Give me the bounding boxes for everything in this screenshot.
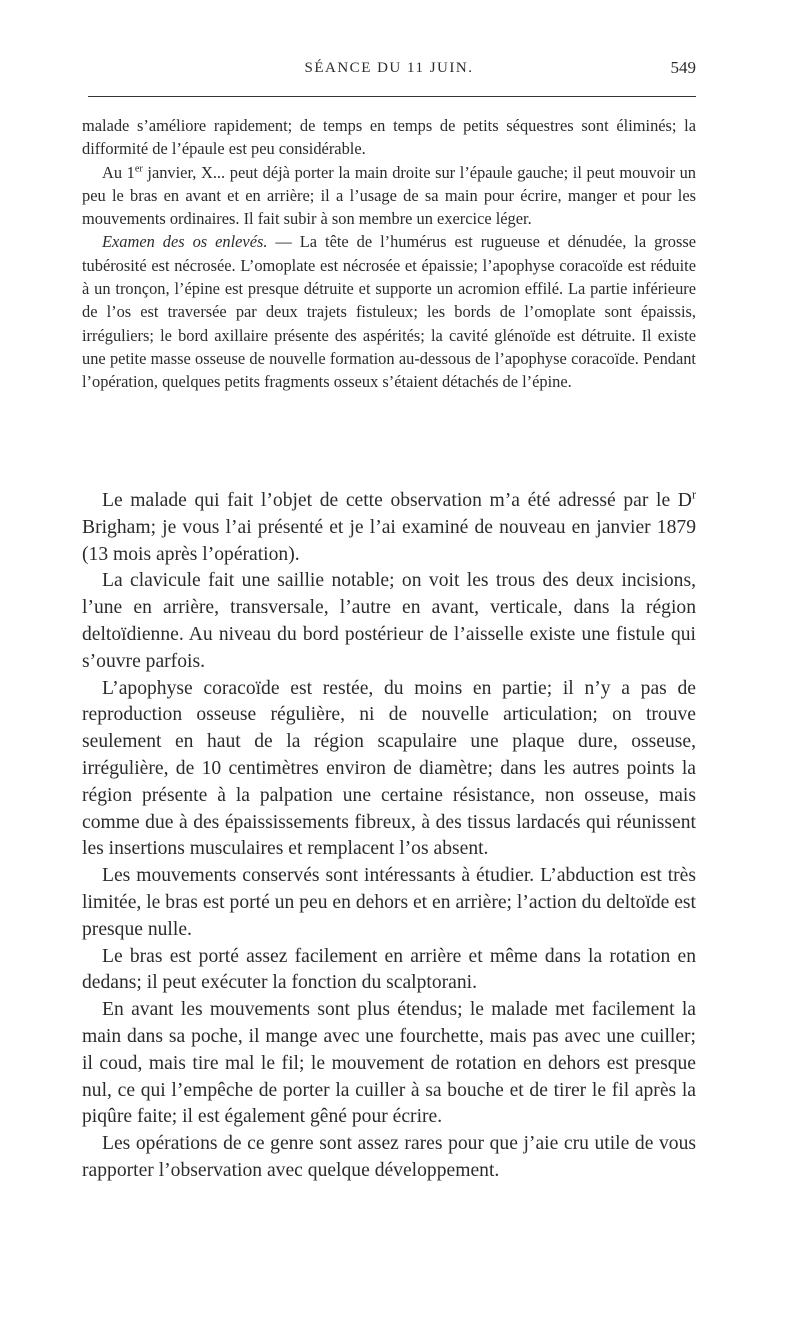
- commentary-paragraph: La clavicule fait une saillie notable; on voit les trous des deux incisions, l’une en arrière, transversale, l’autre en avant, verticale, dans la région deltoïdienne. Au niveau du bord postérieur de l’aisselle existe une fistule qui s’ouvre parfois.: [82, 570, 696, 672]
- text-fragment: Le malade qui fait l’objet de cette observation m’a été adressé par le D: [102, 490, 692, 511]
- page-number: 549: [670, 58, 696, 77]
- text-fragment: janvier, X... peut déjà porter la main droite sur l’épaule gauche; il peut mouvoir un peu le bras en avant et en arrière; il a l’usage de sa main pour écrire, manger et pour les mouvements ordinaires. Il fait subir à son membre un exercice léger.: [82, 162, 696, 229]
- text-fragment: Au 1: [102, 162, 135, 182]
- commentary-paragraph: Le bras est porté assez facilement en arrière et même dans la rotation en dedans; il peut exécuter la fonction du scalptorani.: [82, 945, 696, 994]
- case-paragraph: [82, 161, 696, 231]
- commentary-paragraph: En avant les mouvements sont plus étendus; le malade met facilement la main dans sa poche, il mange avec une fourchette, mais pas avec une cuiller; il coud, mais tire mal le fil; le mouvement de rotation en dehors est presque nul, ce qui l’empêche de porter la cuiller à sa bouche et de tirer le fil après la piqûre faite; il est également gêné pour écrire.: [82, 999, 696, 1128]
- section-heading-italic: Examen des os enlevés.: [102, 232, 268, 252]
- case-report-text: [82, 114, 696, 394]
- superscript: r: [691, 487, 696, 502]
- commentary-paragraph: Les mouvements conservés sont intéressants à étudier. L’abduction est très limitée, le bras est porté un peu en dehors et en arrière; l’action du deltoïde est presque nulle.: [82, 865, 696, 940]
- page-header: [82, 60, 696, 88]
- text-fragment: Brigham; je vous l’ai présenté et je l’ai examiné de nouveau en janvier 1879 (13 mois après l’opération).: [82, 516, 696, 565]
- commentary-paragraph: Les opérations de ce genre sont assez rares pour que j’aie cru utile de vous rapporter l’observation avec quelque développement.: [82, 1133, 696, 1181]
- running-head: SÉANCE DU 11 JUIN.: [304, 60, 474, 76]
- commentary-paragraph: [82, 488, 696, 568]
- commentary-paragraph: L’apophyse coracoïde est restée, du moins en partie; il n’y a pas de reproduction osseuse régulière, ni de nouvelle articulation; on trouve seulement en haut de la région scapulaire une plaque dure, osseuse, irrégulière, de 10 centimètres environ de diamètre; dans les autres points la région présente à la palpation une certaine résistance, non osseuse, mais comme due à des épaississements fibreux, à des tissus lardacés qui réunissent les insertions musculaires et remplacent l’os absent.: [82, 677, 696, 860]
- header-rule: [88, 96, 696, 97]
- superscript: er: [134, 163, 143, 175]
- case-paragraph: [82, 230, 696, 393]
- case-paragraph: malade s’améliore rapidement; de temps en temps de petits séquestres sont éliminés; la difformité de l’épaule est peu considérable.: [82, 116, 696, 159]
- commentary-text: [82, 488, 696, 1185]
- text-fragment: — La tête de l’humérus est rugueuse et dénudée, la grosse tubérosité est nécrosée. L’omoplate est nécrosée et épaissie; l’apophyse coracoïde est réduite à un tronçon, l’épine est presque détruite et supporte un acromion effilé. La partie inférieure de l’os est traversée par deux trajets fistuleux; les bords de l’omoplate sont épaissis, irréguliers; le bord axillaire présente des aspérités; la cavité glénoïde est détruite. Il existe une petite masse osseuse de nouvelle formation au-dessous de l’apophyse coracoïde. Pendant l’opération, quelques petits fragments osseux s’étaient détachés de l’épine.: [82, 232, 696, 392]
